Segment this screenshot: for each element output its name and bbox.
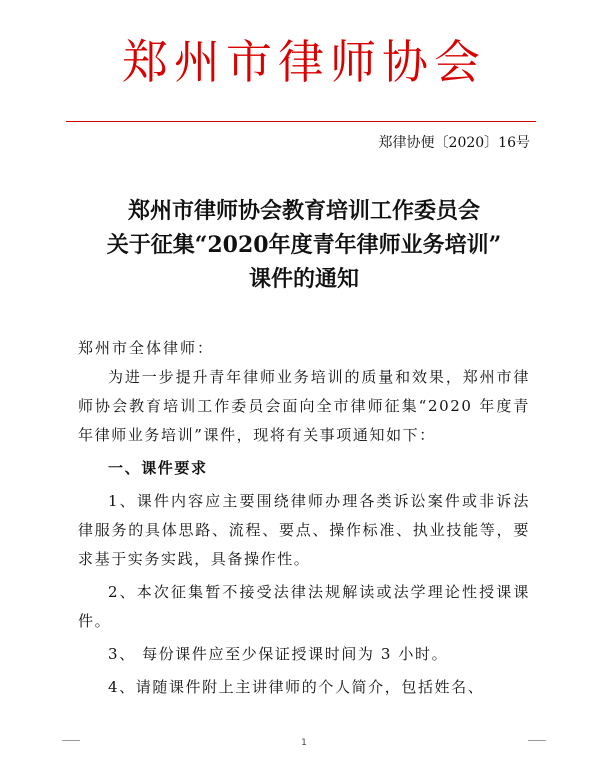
intro-paragraph: 为进一步提升青年律师业务培训的质量和效果，郑州市律师协会教育培训工作委员会面向全市律师征集“2020 年度青年律师业务培训”课件，现将有关事项通知如下： bbox=[78, 368, 530, 444]
document-number: 郑律协便〔2020〕16号 bbox=[378, 135, 530, 151]
salutation: 郑州市全体律师： bbox=[78, 339, 215, 357]
red-header-rule bbox=[66, 121, 536, 122]
document-body bbox=[78, 334, 530, 702]
section-heading-requirements: 一、课件要求 bbox=[108, 459, 208, 477]
requirement-item-3: 3、 每份课件应至少保证授课时间为 3 小时。 bbox=[108, 645, 449, 663]
footer-dash-right bbox=[528, 740, 546, 741]
title-line-2: 关于征集“2020年度青年律师业务培训” bbox=[106, 232, 502, 258]
requirement-item-1: 1、课件内容应主要围绕律师办理各类诉讼案件或非诉法律服务的具体思路、流程、要点、操作标准、执业技能等，要求基于实务实践，具备操作性。 bbox=[78, 492, 530, 568]
title-line-1: 郑州市律师协会教育培训工作委员会 bbox=[127, 198, 480, 224]
organization-masthead: 郑州市律师协会 bbox=[122, 35, 486, 89]
document-title bbox=[0, 194, 608, 296]
page-number: 1 bbox=[301, 738, 307, 748]
requirement-item-2: 2、本次征集暂不接受法律法规解读或法学理论性授课课件。 bbox=[78, 583, 530, 630]
title-line-3: 课件的通知 bbox=[248, 266, 359, 292]
requirement-item-4: 4、请随课件附上主讲律师的个人简介，包括姓名、 bbox=[108, 678, 485, 696]
